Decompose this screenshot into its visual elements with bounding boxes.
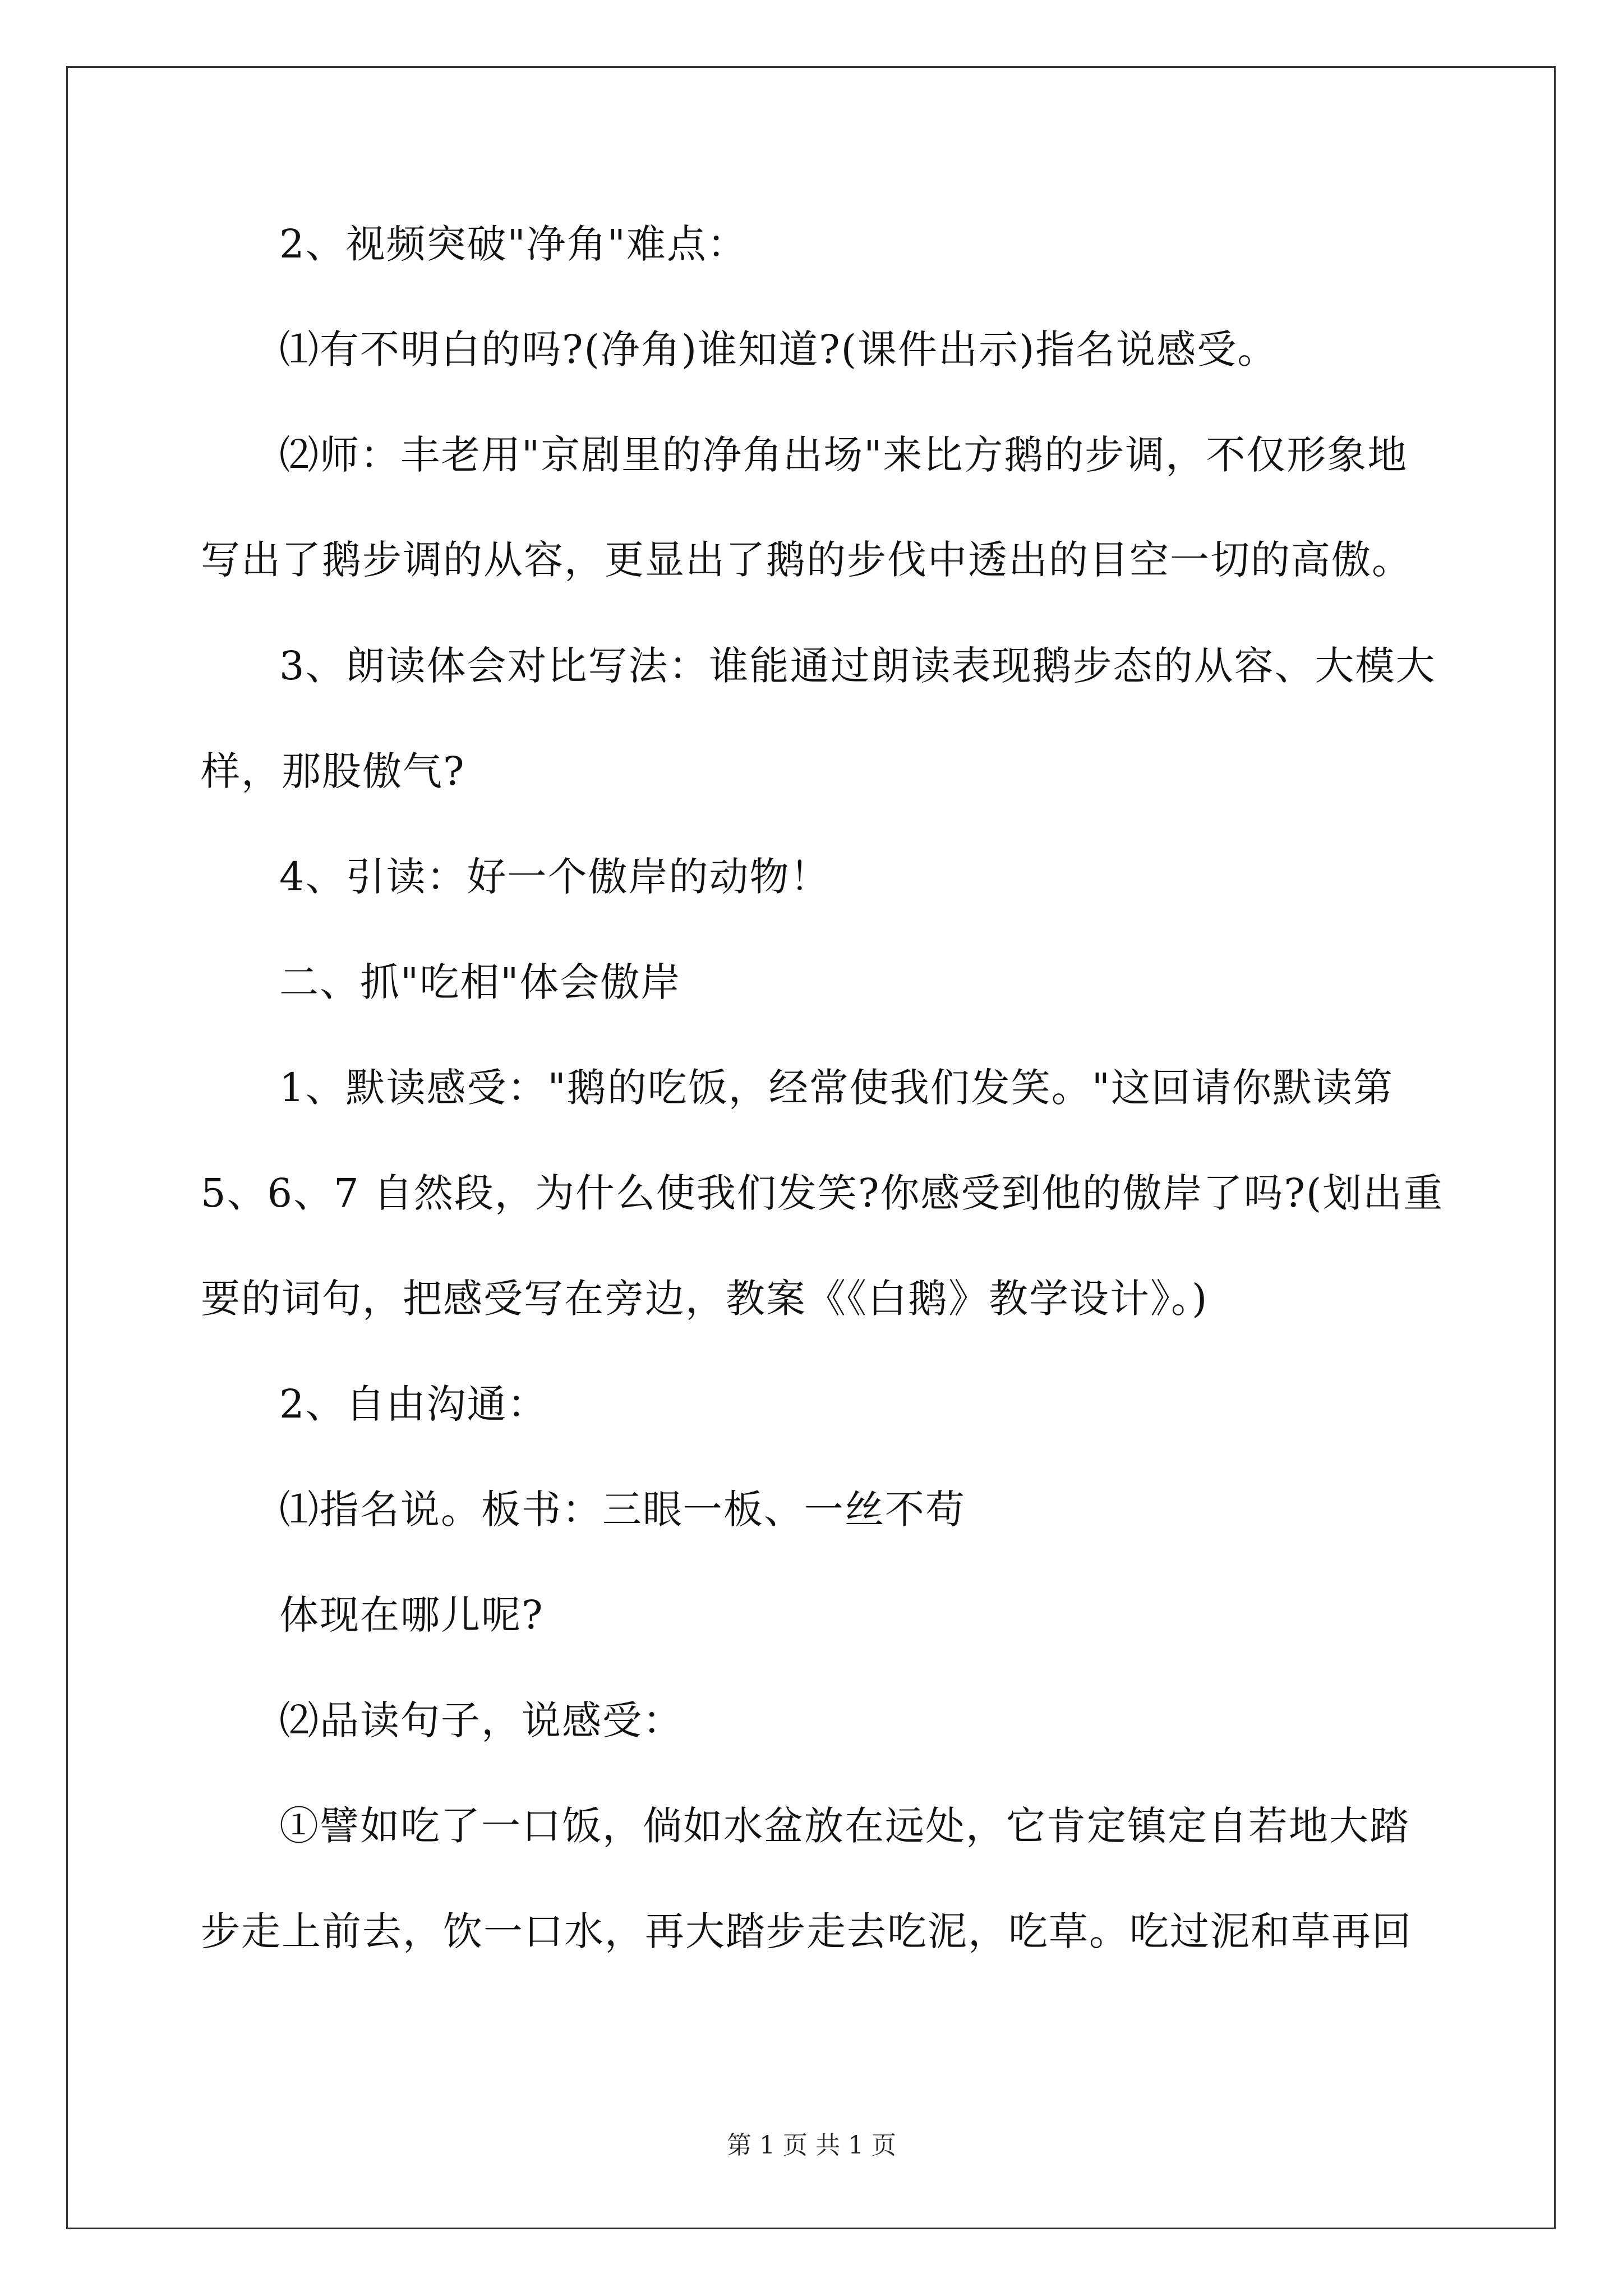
paragraph-line: ⑵品读句子，说感受： [279,1697,683,1743]
paragraph-line: 1、默读感受："鹅的吃饭，经常使我们发笑。"这回请你默读第 [279,1065,1394,1111]
paragraph-line: 体现在哪儿呢? [279,1592,544,1638]
paragraph-line: 5、6、7 自然段，为什么使我们发笑?你感受到他的傲岸了吗?(划出重 [201,1170,1444,1216]
paragraph-line: 样，那股傲气? [201,748,465,794]
section-heading: 二、抓"吃相"体会傲岸 [279,959,681,1005]
paragraph-line: 步走上前去，饮一口水，再大踏步走去吃泥，吃草。吃过泥和草再回 [201,1908,1412,1954]
paragraph-line: 3、朗读体会对比写法：谁能通过朗读表现鹅步态的从容、大模大 [279,643,1436,689]
paragraph-line: ⑵师：丰老用"京剧里的净角出场"来比方鹅的步调，不仅形象地 [279,432,1408,478]
paragraph-line: ①譬如吃了一口饭，倘如水盆放在远处，它肯定镇定自若地大踏 [279,1803,1410,1849]
page-number: 第 1 页 共 1 页 [727,2131,896,2160]
page-border [66,66,1556,2229]
paragraph-line: 2、自由沟通： [279,1381,548,1427]
paragraph-line: 2、视频突破"净角"难点： [279,221,748,267]
paragraph-line: 4、引读：好一个傲岸的动物！ [279,854,831,900]
paragraph-line: ⑴指名说。板书：三眼一板、一丝不苟 [279,1487,966,1533]
paragraph-line: 要的词句，把感受写在旁边，教案《《白鹅》教学设计》。) [201,1276,1209,1322]
paragraph-line: ⑴有不明白的吗?(净角)谁知道?(课件出示)指名说感受。 [279,326,1278,372]
paragraph-line: 写出了鹅步调的从容，更显出了鹅的步伐中透出的目空一切的高傲。 [201,537,1412,583]
